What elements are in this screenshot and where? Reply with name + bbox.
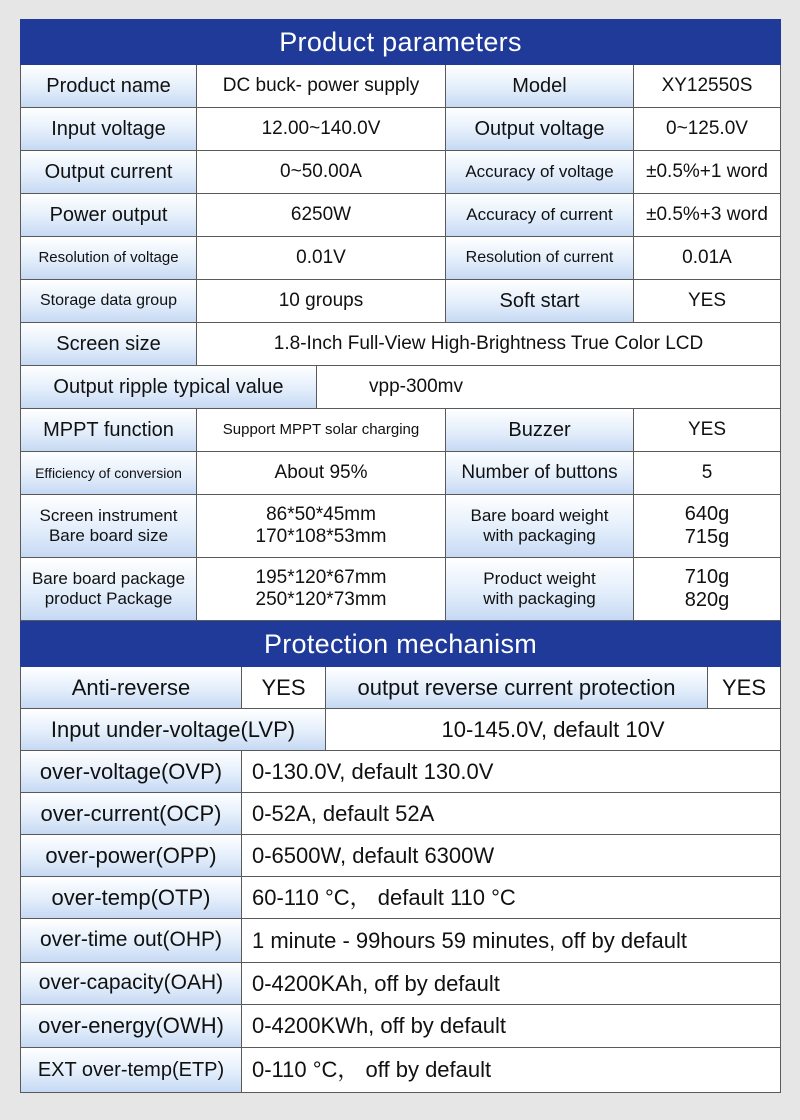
efficiency-value: About 95% [197,452,446,495]
power-output-label: Power output [20,194,197,237]
soft-start-label: Soft start [446,280,634,323]
table-row [20,1005,781,1048]
product-name-value: DC buck- power supply [197,65,446,108]
ohp-label: over-time out(OHP) [20,919,242,963]
oah-value: 0-4200KAh, off by default [242,963,781,1005]
product-weight-label-line-1: Product weight [483,569,596,589]
opp-label: over-power(OPP) [20,835,242,877]
anti-reverse-label: Anti-reverse [20,667,242,709]
package-value [197,558,446,621]
lvp-value: 10-145.0V, default 10V [326,709,781,751]
package-label-line-1: Bare board package [31,569,186,589]
size-label-line-2: Bare board size [48,526,169,545]
output-current-label: Output current [20,151,197,194]
accuracy-current-value: ±0.5%+3 word [634,194,781,237]
ocp-value: 0-52A, default 52A [242,793,781,835]
ovp-label: over-voltage(OVP) [20,751,242,793]
size-value-line-2: 170*108*53mm [255,526,387,547]
accuracy-voltage-label: Accuracy of voltage [446,151,634,194]
package-value-line-1: 195*120*67mm [255,567,387,589]
table-row [20,709,781,751]
oah-label: over-capacity(OAH) [20,963,242,1005]
efficiency-label: Efficiency of conversion [20,452,197,495]
ohp-value: 1 minute - 99hours 59 minutes, off by default [242,919,781,963]
screen-size-value: 1.8-Inch Full-View High-Brightness True Color LCD [197,323,781,366]
ripple-label: Output ripple typical value [20,366,317,409]
table-row [20,280,781,323]
power-output-value: 6250W [197,194,446,237]
etp-label: EXT over-temp(ETP) [20,1048,242,1093]
resolution-current-value: 0.01A [634,237,781,280]
weight-label-line-2: with packaging [483,526,596,545]
table-row [20,495,781,558]
storage-label: Storage data group [20,280,197,323]
reverse-current-label: output reverse current protection [326,667,708,709]
table-row [20,919,781,963]
resolution-voltage-value: 0.01V [197,237,446,280]
buzzer-label: Buzzer [446,409,634,452]
table-row [20,793,781,835]
ripple-value: vpp-300mv [317,366,781,409]
product-name-label: Product name [20,65,197,108]
accuracy-voltage-value: ±0.5%+1 word [634,151,781,194]
lvp-label: Input under-voltage(LVP) [20,709,326,751]
protection-mechanism-panel [20,621,781,1093]
accuracy-current-label: Accuracy of current [446,194,634,237]
weight-label-line-1: Bare board weight [470,506,609,526]
otp-value: 60-110 °C， default 110 °C [242,877,781,919]
resolution-voltage-label: Resolution of voltage [20,237,197,280]
ocp-label: over-current(OCP) [20,793,242,835]
table-row [20,835,781,877]
weight-value-line-2: 715g [684,526,730,548]
table-row [20,65,781,108]
table-row [20,558,781,621]
table-row [20,667,781,709]
product-weight-value-line-1: 710g [684,566,730,588]
owh-value: 0-4200KWh, off by default [242,1005,781,1048]
package-label-line-2: product Package [44,589,173,608]
weight-value-line-1: 640g [684,503,730,525]
otp-label: over-temp(OTP) [20,877,242,919]
table-row [20,1048,781,1093]
table-row [20,452,781,495]
mppt-label: MPPT function [20,409,197,452]
model-label: Model [446,65,634,108]
model-value: XY12550S [634,65,781,108]
buzzer-value: YES [634,409,781,452]
table-row [20,323,781,366]
product-parameters-title: Product parameters [20,19,781,65]
soft-start-value: YES [634,280,781,323]
buttons-value: 5 [634,452,781,495]
etp-value: 0-110 °C， off by default [242,1048,781,1093]
table-row [20,751,781,793]
table-row [20,963,781,1005]
package-label [20,558,197,621]
table-row [20,108,781,151]
product-weight-value [634,558,781,621]
owh-label: over-energy(OWH) [20,1005,242,1048]
output-voltage-value: 0~125.0V [634,108,781,151]
mppt-value: Support MPPT solar charging [197,409,446,452]
resolution-current-label: Resolution of current [446,237,634,280]
table-row [20,237,781,280]
size-value-line-1: 86*50*45mm [266,504,376,526]
product-weight-label [446,558,634,621]
output-current-value: 0~50.00A [197,151,446,194]
weight-value [634,495,781,558]
input-voltage-label: Input voltage [20,108,197,151]
ovp-value: 0-130.0V, default 130.0V [242,751,781,793]
protection-mechanism-title: Protection mechanism [20,621,781,667]
reverse-current-value: YES [708,667,781,709]
table-row [20,877,781,919]
product-weight-label-line-2: with packaging [483,589,596,608]
storage-value: 10 groups [197,280,446,323]
size-value [197,495,446,558]
table-row [20,366,781,409]
product-weight-value-line-2: 820g [684,589,730,611]
table-row [20,409,781,452]
size-label [20,495,197,558]
size-label-line-1: Screen instrument [39,506,178,526]
output-voltage-label: Output voltage [446,108,634,151]
input-voltage-value: 12.00~140.0V [197,108,446,151]
weight-label [446,495,634,558]
package-value-line-2: 250*120*73mm [255,589,387,610]
table-row [20,151,781,194]
table-row [20,194,781,237]
screen-size-label: Screen size [20,323,197,366]
anti-reverse-value: YES [242,667,326,709]
buttons-label: Number of buttons [446,452,634,495]
opp-value: 0-6500W, default 6300W [242,835,781,877]
product-parameters-panel [20,19,781,621]
